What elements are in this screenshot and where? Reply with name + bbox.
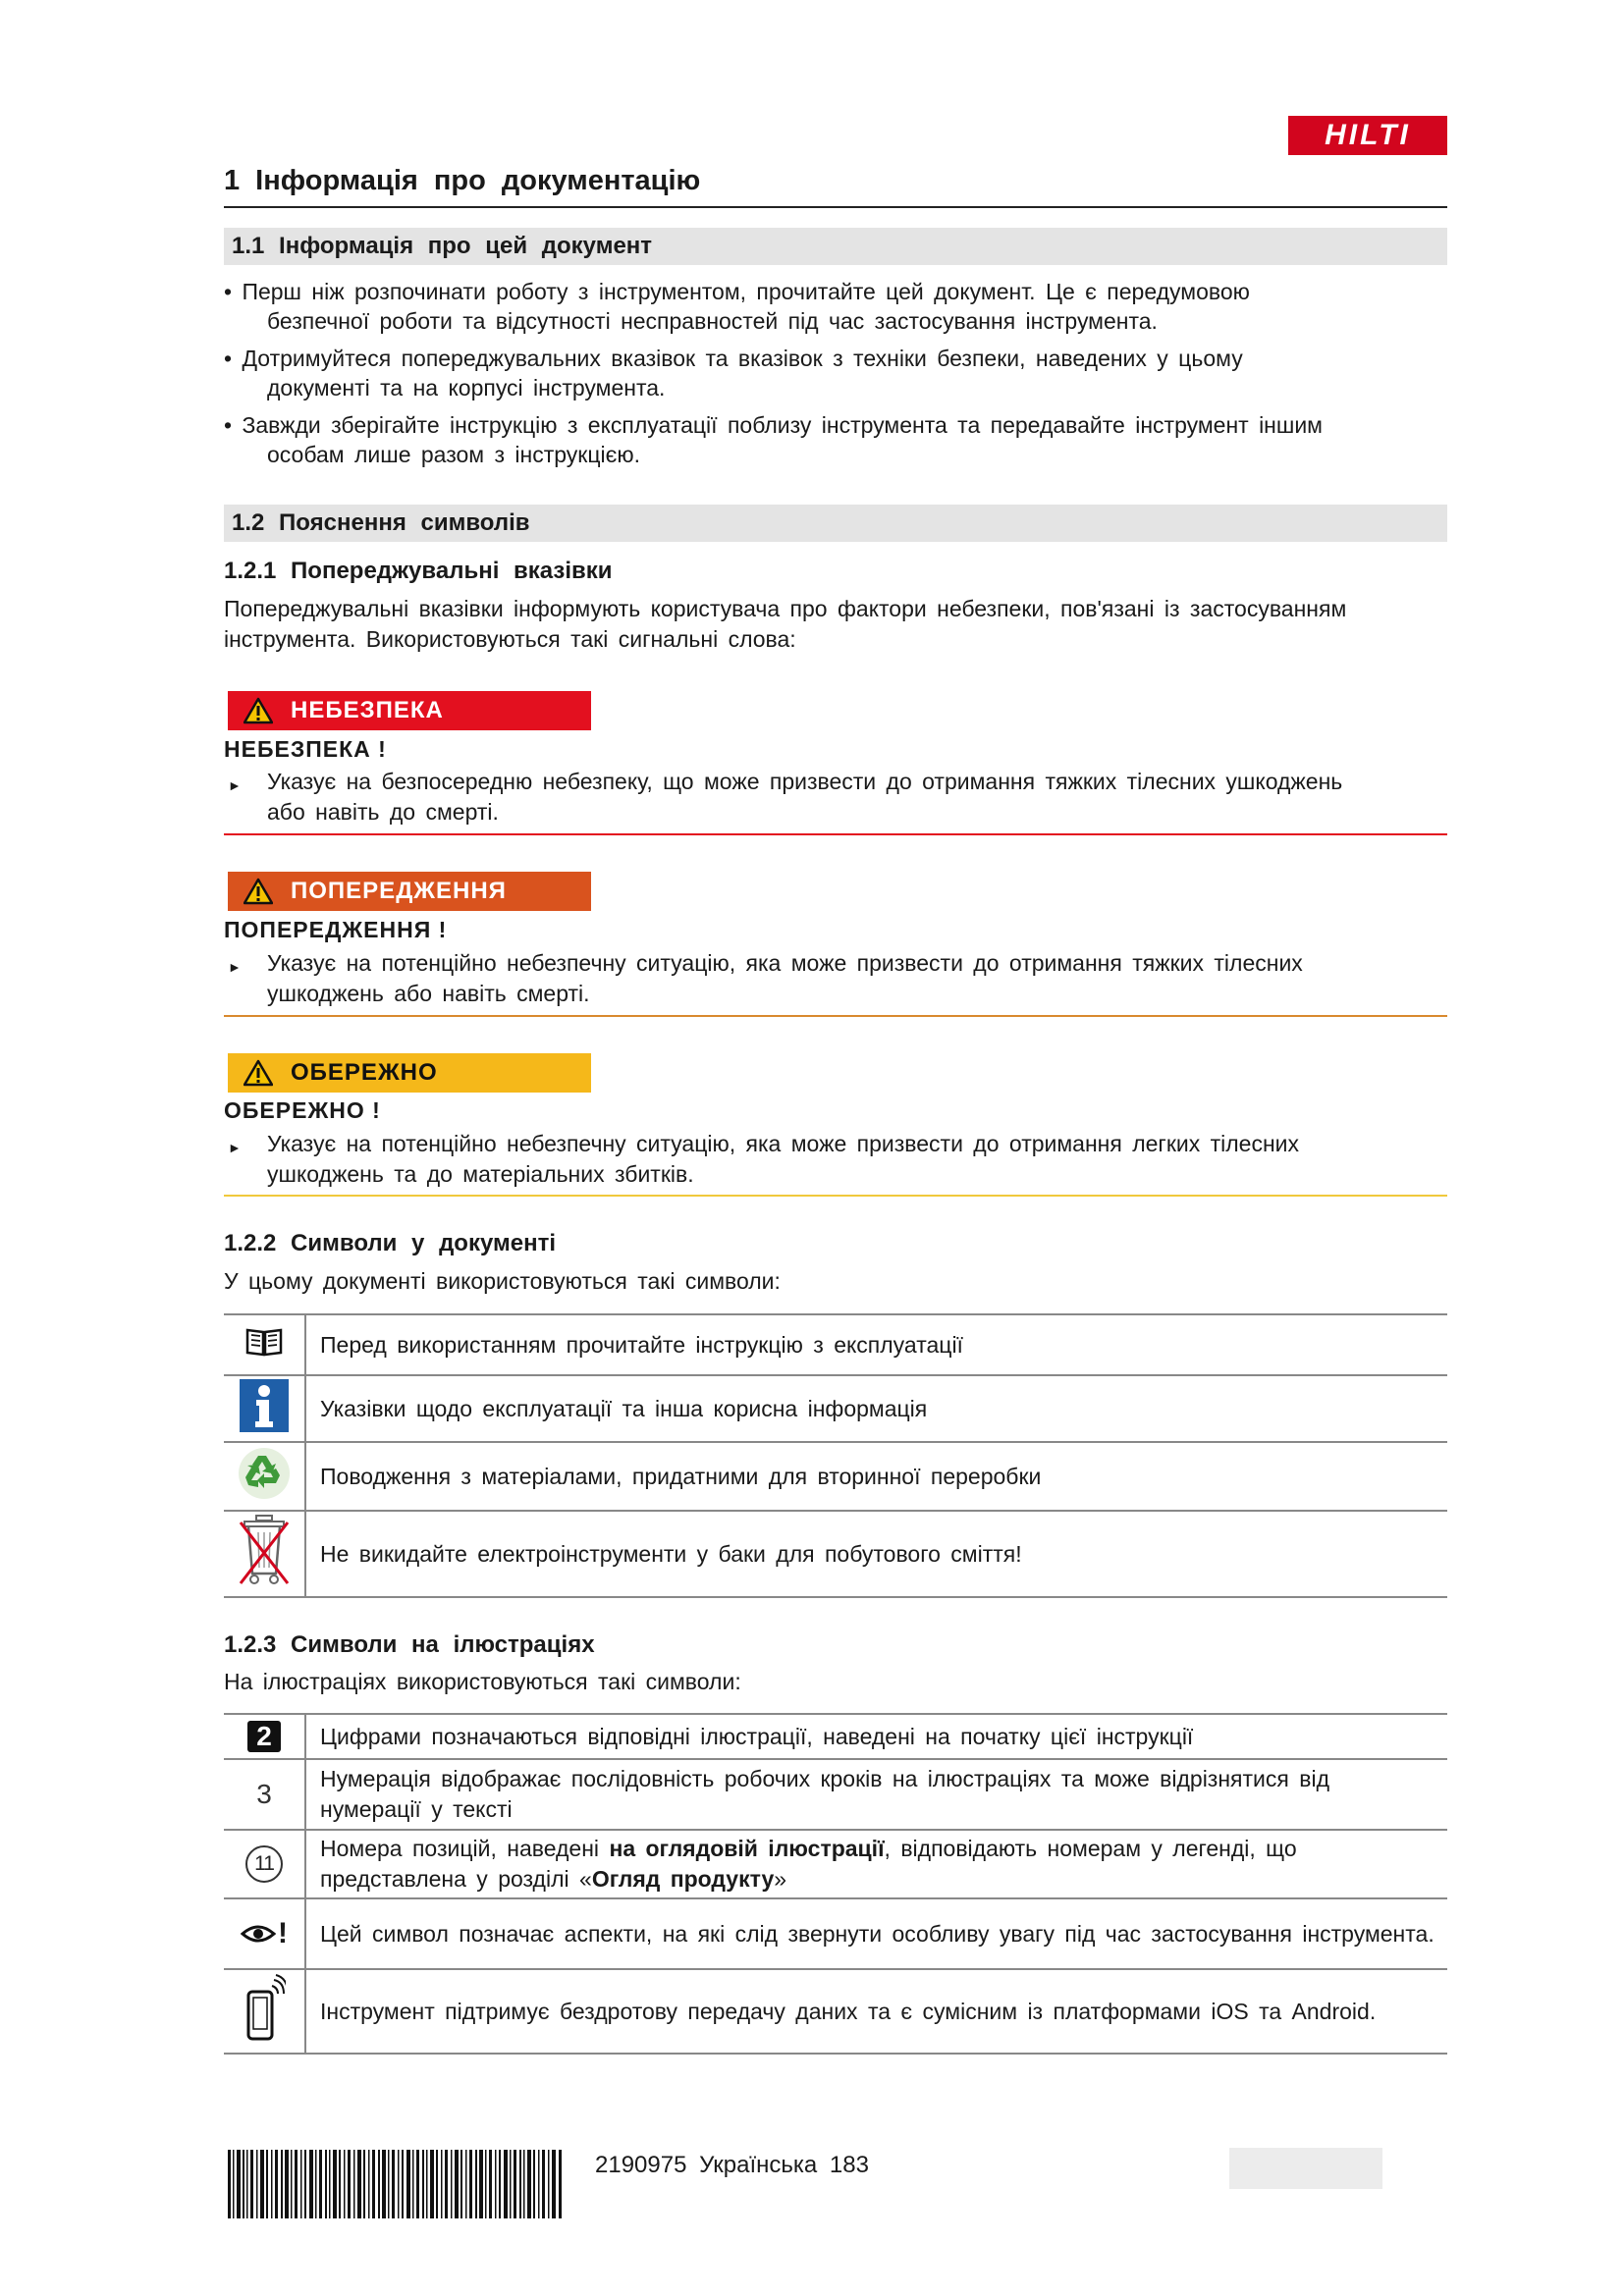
warning-triangle-icon — [244, 1059, 273, 1087]
crossed-bin-icon — [237, 1513, 292, 1589]
document-symbols-table — [224, 1313, 1447, 1598]
table-row — [224, 1898, 1447, 1969]
symbol-description: Нумерація відображає послідовність робочих кроків на ілюстраціях та може відрізнятися від нумерації у тексті — [305, 1759, 1447, 1830]
caution-description: ► Указує на потенційно небезпечну ситуацію, яка може призвести до отримання легких тілесних ушкоджень та до матеріальних збитків. — [228, 1131, 1300, 1187]
list-item: • Дотримуйтеся попереджувальних вказівок та вказівок з техніки безпеки, наведених у цьому документі та на корпусі інструмента. — [224, 346, 1243, 400]
page-footer: 2190975 Українська 183 — [595, 2152, 869, 2178]
symbols-intro: У цьому документі використовуються такі символи: — [224, 1268, 781, 1294]
step-number-icon: 3 — [256, 1779, 272, 1809]
danger-description: ► Указує на безпосередню небезпеку, що може призвести до отримання тяжких тілесних ушкоджень або навіть до смерті. — [228, 769, 1343, 825]
subsection-heading-1-2-3: 1.2.3 Символи на ілюстраціях — [224, 1631, 595, 1658]
table-row — [224, 1759, 1447, 1830]
eye-icon — [241, 1923, 276, 1945]
manual-book-icon — [244, 1326, 284, 1358]
caution-rule — [224, 1195, 1447, 1197]
symbol-description: Перед використанням прочитайте інструкцію з експлуатації — [305, 1314, 1447, 1375]
chapter-rule — [224, 206, 1447, 208]
table-row — [224, 1969, 1447, 2054]
position-number-icon: 11 — [245, 1845, 283, 1883]
table-row — [224, 1375, 1447, 1442]
symbol-description: Поводження з матеріалами, придатними для вторинної переробки — [305, 1442, 1447, 1511]
symbol-description: Указівки щодо експлуатації та інша корисна інформація — [305, 1375, 1447, 1442]
subsection-heading-1-2-2: 1.2.2 Символи у документі — [224, 1230, 557, 1256]
footer-gray-box — [1229, 2148, 1382, 2189]
symbol-description: Цифрами позначаються відповідні ілюстрації, наведені на початку цієї інструкції — [305, 1714, 1447, 1759]
recycle-icon — [237, 1446, 292, 1501]
chapter-title: 1 Інформація про документацію — [224, 165, 701, 196]
danger-signal-word: НЕБЕЗПЕКА ! — [224, 736, 387, 762]
table-row — [224, 1314, 1447, 1375]
symbol-description: Інструмент підтримує бездротову передачу даних та є сумісним із платформами iOS та Android. — [305, 1969, 1447, 2054]
barcode — [228, 2150, 564, 2218]
caution-signal-word: ОБЕРЕЖНО ! — [224, 1097, 381, 1123]
wireless-phone-icon — [243, 1974, 286, 2043]
table-row — [224, 1714, 1447, 1759]
danger-rule — [224, 833, 1447, 835]
section-heading-1-2: 1.2 Пояснення символів — [224, 505, 1447, 542]
info-icon — [239, 1378, 290, 1433]
intro-paragraph: Попереджувальні вказівки інформують користувача про фактори небезпеки, пов'язані із застосуванням інструмента. Використовуються такі сигнальні слова: — [224, 596, 1347, 652]
symbol-description: Номера позицій, наведені на оглядовій ілюстрації, відповідають номерам у легенді, що представлена у розділі «Огляд продукту» — [305, 1830, 1447, 1898]
table-row — [224, 1442, 1447, 1511]
warning-triangle-icon — [244, 697, 273, 724]
warning-description: ► Указує на потенційно небезпечну ситуацію, яка може призвести до отримання тяжких тілесних ушкоджень або навіть смерті. — [228, 950, 1303, 1006]
illustration-symbols-intro: На ілюстраціях використовуються такі символи: — [224, 1669, 741, 1694]
warning-signal-label: ПОПЕРЕДЖЕННЯ — [228, 872, 591, 911]
list-item: • Завжди зберігайте інструкцію з експлуатації поблизу інструмента та передавайте інструмент іншим особам лише разом з інструкцією. — [224, 412, 1323, 467]
figure-number-icon: 2 — [247, 1721, 281, 1752]
eye-attention-icon: ! — [241, 1917, 288, 1950]
symbol-description: Цей символ позначає аспекти, на які слід звернути особливу увагу під час застосування інструмента. — [305, 1898, 1447, 1969]
symbol-description: Не викидайте електроінструменти у баки для побутового сміття! — [305, 1511, 1447, 1597]
section-heading-1-1: 1.1 Інформація про цей документ — [224, 228, 1447, 265]
list-item: • Перш ніж розпочинати роботу з інструментом, прочитайте цей документ. Це є передумовою безпечної роботи та відсутності несправностей під час застосування інструмента. — [224, 279, 1250, 334]
caution-signal-label: ОБЕРЕЖНО — [228, 1053, 591, 1093]
table-row — [224, 1830, 1447, 1898]
danger-signal-label: НЕБЕЗПЕКА — [228, 691, 591, 730]
warning-rule — [224, 1015, 1447, 1017]
table-row — [224, 1511, 1447, 1597]
hilti-logo: HILTI — [1288, 116, 1447, 155]
warning-signal-word: ПОПЕРЕДЖЕННЯ ! — [224, 917, 448, 942]
warning-triangle-icon — [244, 878, 273, 905]
subsection-heading-1-2-1: 1.2.1 Попереджувальні вказівки — [224, 558, 613, 584]
illustration-symbols-table — [224, 1713, 1447, 2055]
